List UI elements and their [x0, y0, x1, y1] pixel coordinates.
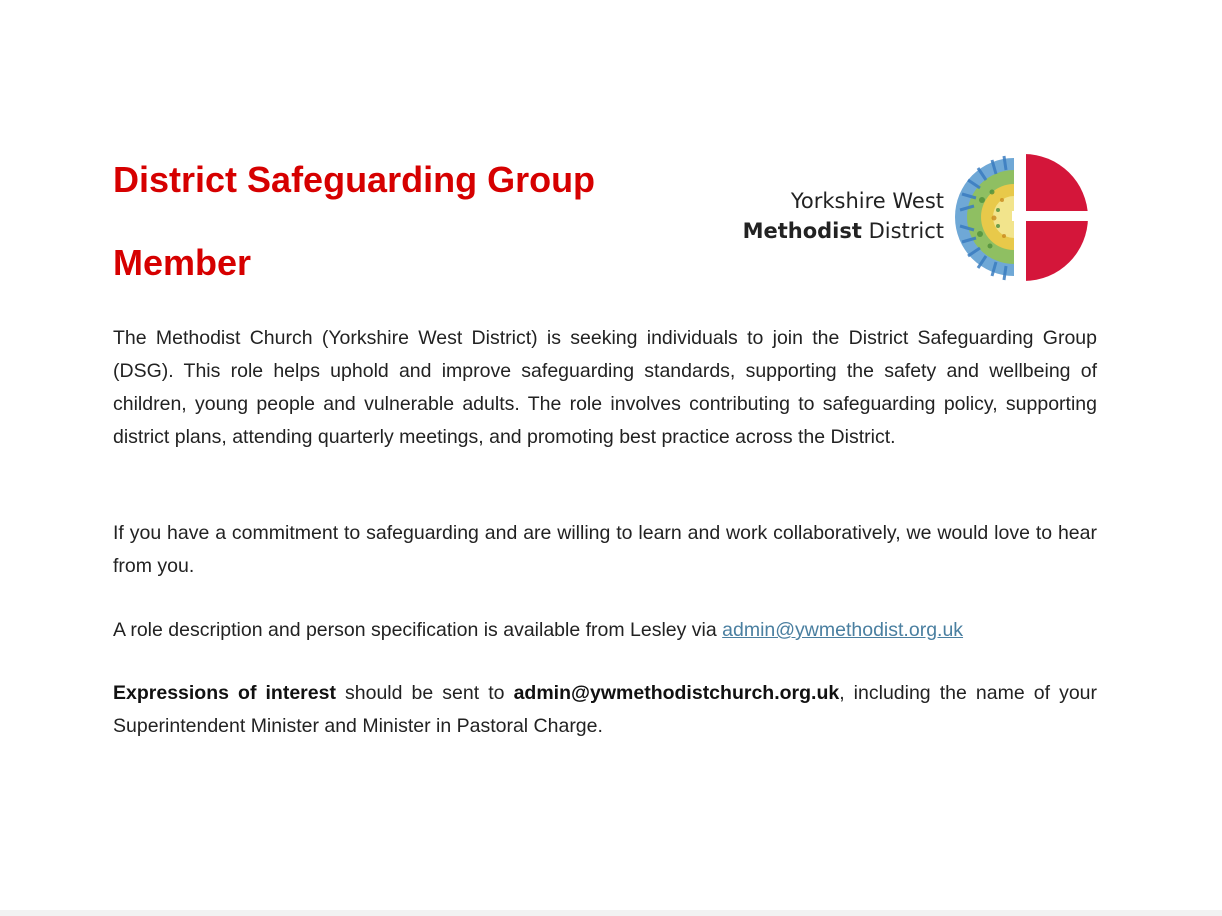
logo-text-rest: District [861, 219, 944, 243]
orb-half-icon [955, 156, 1014, 280]
logo-text-bold: Methodist [742, 219, 862, 243]
role-description-text: A role description and person specification is available from Lesley via [113, 619, 723, 641]
expressions-paragraph [113, 677, 1097, 743]
expressions-label: Expressions of interest [113, 682, 336, 704]
admin-email-link[interactable]: admin@ywmethodist.org.uk [722, 619, 964, 641]
expressions-text-2: , including the name of your Superintendent Minister and Minister in Pastoral Charge. [113, 682, 1097, 737]
logo-text-line-2 [743, 217, 944, 245]
role-description-paragraph [113, 614, 1097, 647]
expressions-text-1: should be sent to [335, 682, 514, 704]
expressions-email: admin@ywmethodistchurch.org.uk [513, 682, 840, 704]
page-title-line-2: Member [113, 242, 252, 283]
commitment-paragraph: If you have a commitment to safeguarding and are willing to learn and work collaboratively, we would love to hear from you. [113, 522, 1097, 577]
cross-half-icon [1012, 150, 1090, 285]
logo-text-line-1: Yorkshire West [790, 189, 944, 213]
district-logo [740, 150, 1090, 285]
intro-paragraph: The Methodist Church (Yorkshire West District) is seeking individuals to join the District Safeguarding Group (DSG). This role helps uphold and improve safeguarding standards, supporting the safety and wellbeing of children, young people and vulnerable adults. The role involves contributing to safeguarding policy, supporting district plans, attending quarterly meetings, and promoting best practice across the District. [113, 327, 1097, 448]
page-bottom-edge [0, 910, 1222, 916]
methodist-orb-and-cross-icon [952, 150, 1090, 285]
page-title-line-1: District Safeguarding Group [113, 159, 596, 200]
